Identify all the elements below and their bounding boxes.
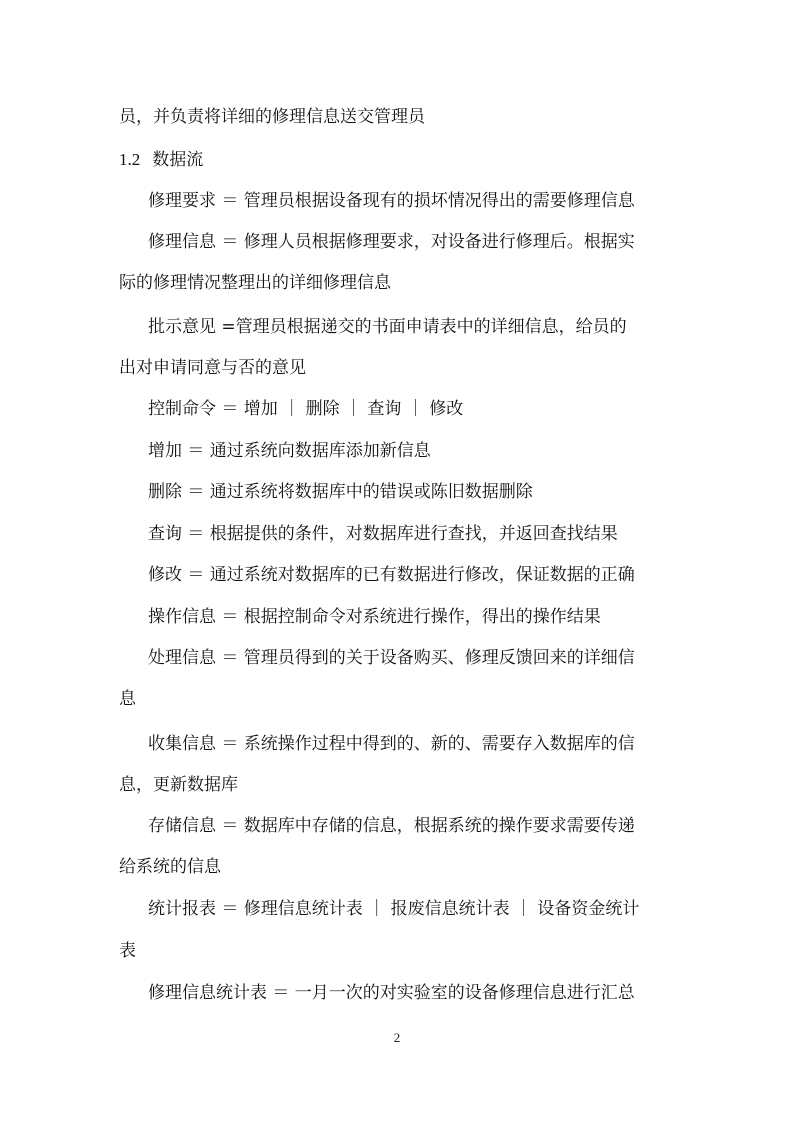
paragraph-line: 表 xyxy=(119,941,136,961)
paragraph-line: 息 xyxy=(119,689,136,709)
paragraph-line: 操作信息 ＝ 根据控制命令对系统进行操作，得出的操作结果 xyxy=(148,607,601,627)
paragraph-line: 处理信息 ＝ 管理员得到的关于设备购买、修理反馈回来的详细信 xyxy=(148,648,635,668)
paragraph-line: 修理要求 ＝ 管理员根据设备现有的损坏情况得出的需要修理信息 xyxy=(148,191,635,211)
paragraph-line: 息，更新数据库 xyxy=(119,775,238,795)
section-number: 1.2 xyxy=(119,150,141,169)
paragraph-line: 收集信息 ＝ 系统操作过程中得到的、新的、需要存入数据库的信 xyxy=(148,734,635,754)
paragraph-line: 删除 ＝ 通过系统将数据库中的错误或陈旧数据删除 xyxy=(148,482,533,502)
paragraph-line: 存储信息 ＝ 数据库中存储的信息，根据系统的操作要求需要传递 xyxy=(148,816,635,836)
paragraph-line: 出对申请同意与否的意见 xyxy=(119,358,306,378)
paragraph-line: 给系统的信息 xyxy=(119,857,221,877)
paragraph-line: 修理信息统计表 ＝ 一月一次的对实验室的设备修理信息进行汇总 xyxy=(148,983,635,1003)
paragraph-line: 增加 ＝ 通过系统向数据库添加新信息 xyxy=(148,441,431,461)
section-title: 数据流 xyxy=(152,150,204,170)
paragraph-line: 批示意见 =管理员根据递交的书面申请表中的详细信息，给员的 xyxy=(148,317,627,337)
page-number: 2 xyxy=(393,1030,401,1045)
paragraph-line: 查询 ＝ 根据提供的条件，对数据库进行查找，并返回查找结果 xyxy=(148,524,618,544)
section-heading xyxy=(0,149,794,171)
paragraph-line: 修理信息 ＝ 修理人员根据修理要求，对设备进行修理后。根据实 xyxy=(148,232,635,252)
paragraph-line: 控制命令 ＝ 增加 ｜ 删除 ｜ 查询 ｜ 修改 xyxy=(148,399,464,419)
paragraph-line: 统计报表 ＝ 修理信息统计表 ｜ 报废信息统计表 ｜ 设备资金统计 xyxy=(148,899,640,919)
paragraph-line: 际的修理情况整理出的详细修理信息 xyxy=(119,273,391,293)
paragraph-line: 修改 ＝ 通过系统对数据库的已有数据进行修改，保证数据的正确 xyxy=(148,565,635,585)
paragraph-line: 员，并负责将详细的修理信息送交管理员 xyxy=(119,107,425,127)
